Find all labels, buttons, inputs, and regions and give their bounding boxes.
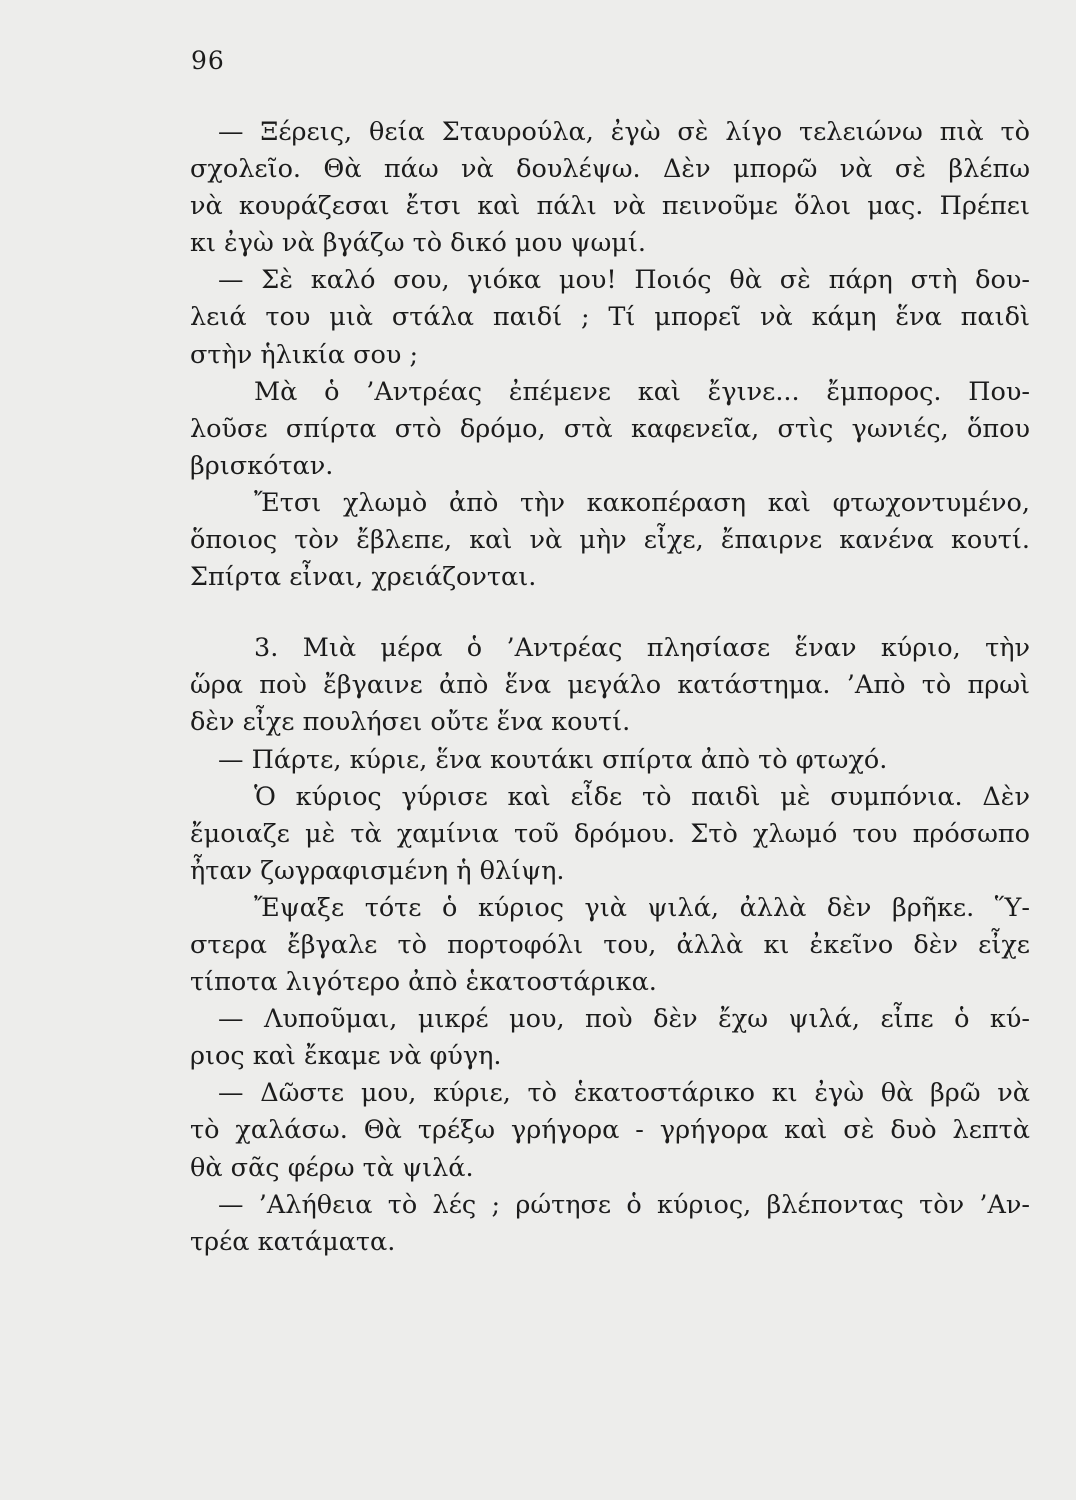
text-line: τὸ χαλάσω. Θὰ τρέξω γρήγορα - γρήγορα καὶ σὲ δυὸ λεπτὰ [190,1115,1030,1146]
text-line: 3. Μιὰ μέρα ὁ ’Αντρέας πλησίασε ἕναν κύριο, τὴν [254,633,1030,664]
text-line: νὰ κουράζεσαι ἔτσι καὶ πάλι νὰ πεινοῦμε ὅλοι μας. Πρέπει [190,191,1030,222]
text-line: — Ξέρεις, θεία Σταυρούλα, ἐγὼ σὲ λίγο τελειώνω πιὰ τὸ [218,117,1030,147]
paragraph [190,1075,1030,1186]
paragraph [190,779,1030,890]
text-line: τίποτα λιγότερο ἀπὸ ἑκατοστάρικα. [190,967,657,998]
text-line: — ’Αλήθεια τὸ λές ; ρώτησε ὁ κύριος, βλέποντας τὸν ’Αν- [218,1189,1030,1220]
text-line: σχολεῖο. Θὰ πάω νὰ δουλέψω. Δὲν μπορῶ νὰ σὲ βλέπω [190,154,1030,185]
paragraph [190,1001,1030,1075]
text-line: στὴν ἡλικία σου ; [190,339,419,370]
text-line: στερα ἔβγαλε τὸ πορτοφόλι του, ἀλλὰ κι ἐκεῖνο δὲν εἶχε [190,929,1030,960]
text-line: ἦταν ζωγραφισμένη ἡ θλίψη. [190,855,565,886]
text-line: ὅποιος τὸν ἔβλεπε, καὶ νὰ μὴν εἶχε, ἔπαιρνε κανένα κουτί. [190,525,1030,556]
paragraph [190,630,1030,741]
text-line: λοῦσε σπίρτα στὸ δρόμο, στὰ καφενεῖα, στὶς γωνιές, ὅπου [190,413,1030,444]
paragraph [190,114,1030,262]
text-line: κι ἐγὼ νὰ βγάζω τὸ δικό μου ψωμί. [190,228,646,259]
text-line: δὲν εἶχε πουλήσει οὔτε ἕνα κουτί. [190,707,631,738]
body-text [190,114,1030,1261]
paragraph [190,374,1030,485]
section-gap [190,596,1030,630]
paragraph [190,890,1030,1001]
text-line: — Πάρτε, κύριε, ἕνα κουτάκι σπίρτα ἀπὸ τὸ φτωχό. [218,744,888,775]
paragraph [190,485,1030,596]
text-line: Σπίρτα εἶναι, χρειάζονται. [190,562,537,593]
text-line: ὥρα ποὺ ἔβγαινε ἀπὸ ἕνα μεγάλο κατάστημα. ’Απὸ τὸ πρωὶ [190,670,1030,701]
text-line: Ἔτσι χλωμὸ ἀπὸ τὴν κακοπέραση καὶ φτωχοντυμένο, [254,487,1030,518]
text-line: θὰ σᾶς φέρω τὰ ψιλά. [190,1152,474,1183]
paragraph [190,262,1030,373]
text-line: Ἔψαξε τότε ὁ κύριος γιὰ ψιλά, ἀλλὰ δὲν βρῆκε. Ὕ- [254,892,1030,923]
text-line: — Λυποῦμαι, μικρέ μου, ποὺ δὲν ἔχω ψιλά, εἶπε ὁ κύ- [218,1004,1030,1035]
text-line: βρισκόταν. [190,450,334,481]
paragraph [190,742,1030,779]
text-line: Ὁ κύριος γύρισε καὶ εἶδε τὸ παιδὶ μὲ συμπόνια. Δὲν [254,781,1030,812]
text-line: ριος καὶ ἔκαμε νὰ φύγη. [190,1041,502,1072]
text-line: — Δῶστε μου, κύριε, τὸ ἑκατοστάρικο κι ἐγὼ θὰ βρῶ νὰ [218,1078,1030,1109]
page-number: 96 [191,46,225,75]
text-line: ἔμοιαζε μὲ τὰ χαμίνια τοῦ δρόμου. Στὸ χλωμό του πρόσωπο [190,818,1030,849]
text-line: τρέα κατάματα. [190,1226,396,1257]
text-line: λειά του μιὰ στάλα παιδί ; Τί μπορεῖ νὰ κάμη ἕνα παιδὶ [190,302,1030,333]
paragraph [190,1187,1030,1261]
text-line: — Σὲ καλό σου, γιόκα μου! Ποιός θὰ σὲ πάρη στὴ δου- [218,265,1030,296]
text-line: Μὰ ὁ ’Αντρέας ἐπέμενε καὶ ἔγινε... ἔμπορος. Που- [254,376,1030,407]
